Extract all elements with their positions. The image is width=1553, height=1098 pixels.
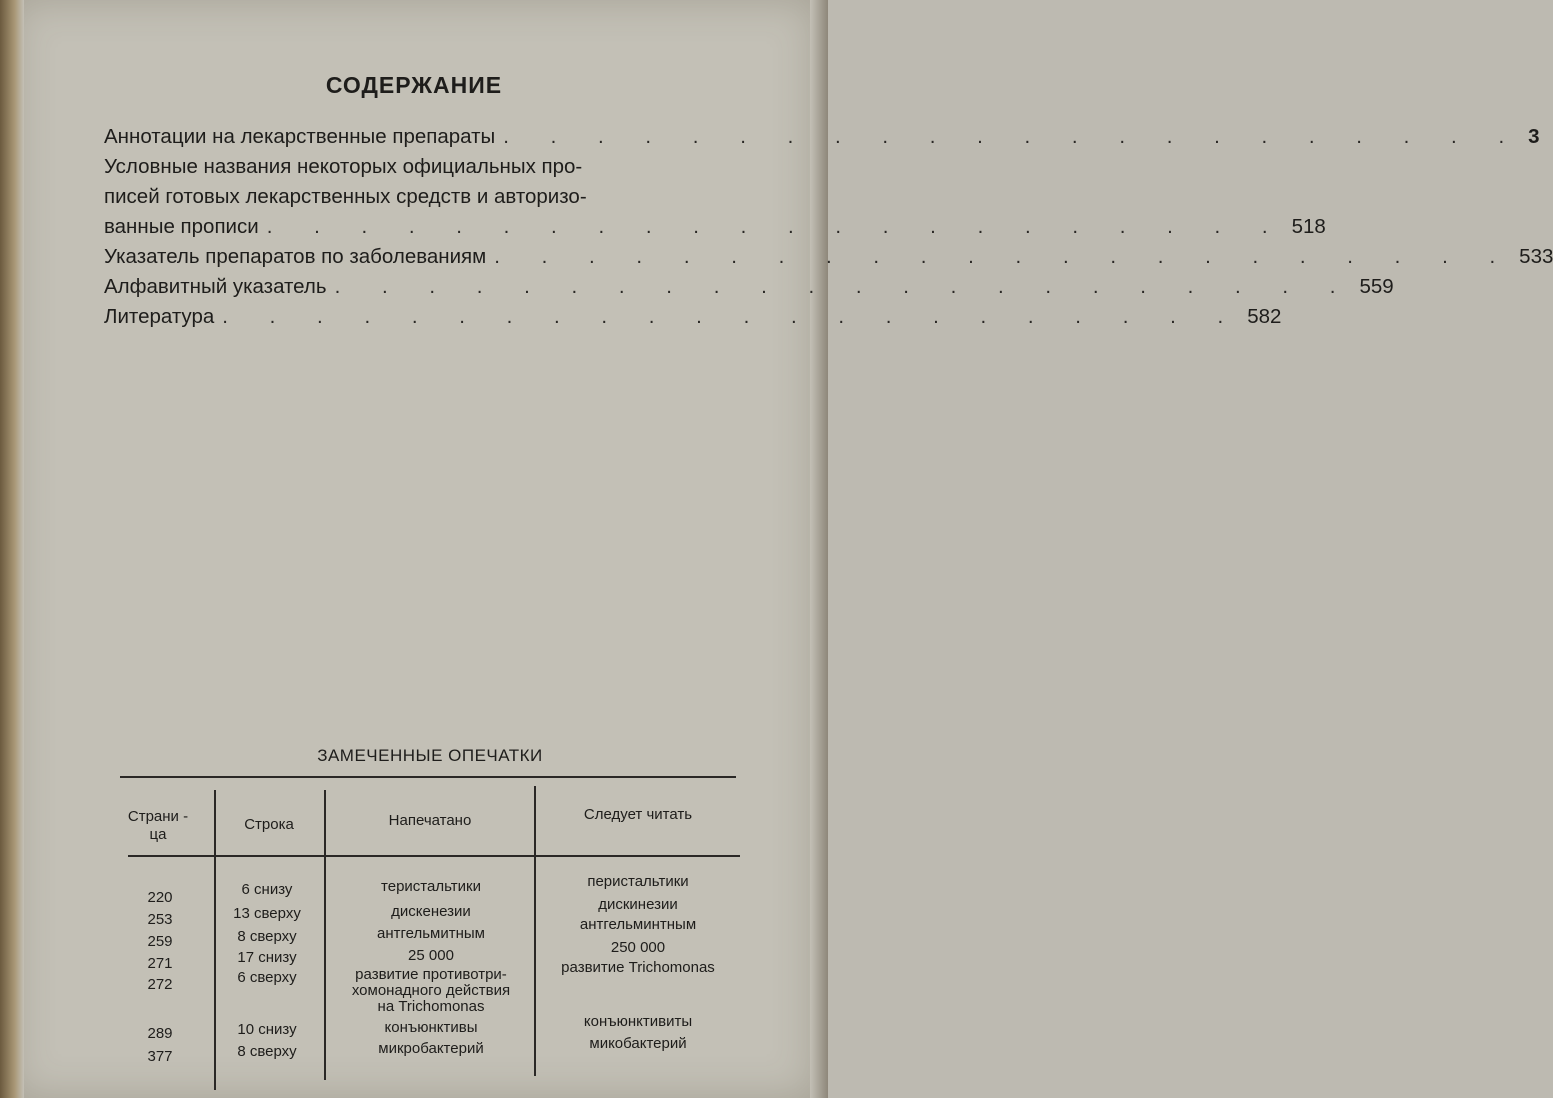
- toc-entry-text: Аннотации на лекарственные препараты: [104, 125, 496, 148]
- cell-printed-line: на Trichomonas: [377, 998, 485, 1015]
- toc-title: СОДЕРЖАНИЕ: [325, 72, 503, 98]
- cell-printed: дискенезии: [391, 903, 471, 920]
- header-line: Строка: [244, 816, 294, 833]
- table-of-contents: [104, 122, 1553, 332]
- cell-page: 272: [147, 976, 173, 993]
- toc-page-number: 3: [1528, 125, 1540, 148]
- toc-leader-dots: . . . . . . . . . . . . . . . . . . . . . .: [266, 215, 1286, 238]
- cell-should-read: перистальтики: [587, 873, 689, 890]
- toc-entry: [104, 122, 1540, 152]
- cell-page: 259: [147, 933, 173, 950]
- errata-header-rule: [128, 855, 740, 857]
- toc-entry: [104, 152, 1326, 242]
- header-page-line: ца: [149, 826, 167, 843]
- cell-page: 253: [147, 911, 173, 928]
- toc-entry-text: Литература: [104, 305, 215, 328]
- cell-printed: 25 000: [408, 947, 454, 964]
- toc-entry: [104, 242, 1553, 272]
- errata-title: ЗАМЕЧЕННЫЕ ОПЕЧАТКИ: [317, 746, 543, 765]
- cell-should-read: микобактерий: [589, 1035, 687, 1052]
- toc-entry-text: Алфавитный указатель: [104, 275, 327, 298]
- errata-table-top-rule: [120, 776, 736, 778]
- toc-page-number: 533: [1519, 245, 1553, 268]
- cell-should-read: 250 000: [610, 939, 666, 956]
- cell-line: 10 снизу: [237, 1021, 297, 1038]
- cell-page: 220: [147, 889, 173, 906]
- cell-page: 271: [147, 955, 173, 972]
- header-page-line: Страни -: [127, 808, 189, 825]
- toc-entry: [104, 272, 1394, 302]
- cell-printed: конъюнктивы: [384, 1019, 478, 1036]
- page-edge: [810, 0, 828, 1098]
- toc-leader-dots: . . . . . . . . . . . . . . . . . . . . . .: [503, 125, 1523, 148]
- toc-entry-text: писей готовых лекарственных средств и авторизо-: [104, 185, 587, 208]
- toc-leader-dots: . . . . . . . . . . . . . . . . . . . . . .: [494, 245, 1514, 268]
- cell-printed-line: хомонадного действия: [351, 982, 511, 999]
- cell-line: 6 сверху: [237, 969, 297, 986]
- toc-entry-text: Указатель препаратов по заболеваниям: [104, 245, 487, 268]
- cell-page: 377: [147, 1048, 173, 1065]
- cell-printed: микробактерий: [378, 1040, 484, 1057]
- cell-should-read: дискинезии: [598, 896, 678, 913]
- cell-printed-line: развитие противотри-: [355, 966, 507, 983]
- cell-should-read: развитие Trichomonas: [561, 959, 715, 976]
- toc-page-number: 518: [1291, 215, 1326, 238]
- cell-should-read: антгельминтным: [579, 916, 697, 933]
- toc-entry-text: ванные прописи: [104, 215, 259, 238]
- book-spine: [0, 0, 24, 1098]
- toc-page-number: 559: [1359, 275, 1394, 298]
- header-printed: Напечатано: [388, 812, 472, 829]
- toc-leader-dots: . . . . . . . . . . . . . . . . . . . . . .: [222, 305, 1242, 328]
- cell-line: 8 сверху: [237, 928, 297, 945]
- toc-entry: [104, 302, 1282, 332]
- cell-line: 17 снизу: [237, 949, 297, 966]
- cell-page: 289: [147, 1025, 173, 1042]
- toc-page-number: 582: [1247, 305, 1282, 328]
- header-should-read: Следует читать: [583, 806, 693, 823]
- cell-line: 6 снизу: [241, 881, 293, 898]
- header-page: [118, 808, 198, 844]
- cell-should-read: конъюнктивиты: [583, 1013, 693, 1030]
- cell-line: 13 сверху: [233, 905, 301, 922]
- toc-entry-text: Условные названия некоторых официальных про-: [104, 155, 583, 178]
- cell-printed: [326, 967, 536, 1015]
- cell-line: 8 сверху: [237, 1043, 297, 1060]
- toc-leader-dots: . . . . . . . . . . . . . . . . . . . . . .: [334, 275, 1354, 298]
- cell-printed: антгельмитным: [377, 925, 485, 942]
- cell-printed: теристальтики: [381, 878, 481, 895]
